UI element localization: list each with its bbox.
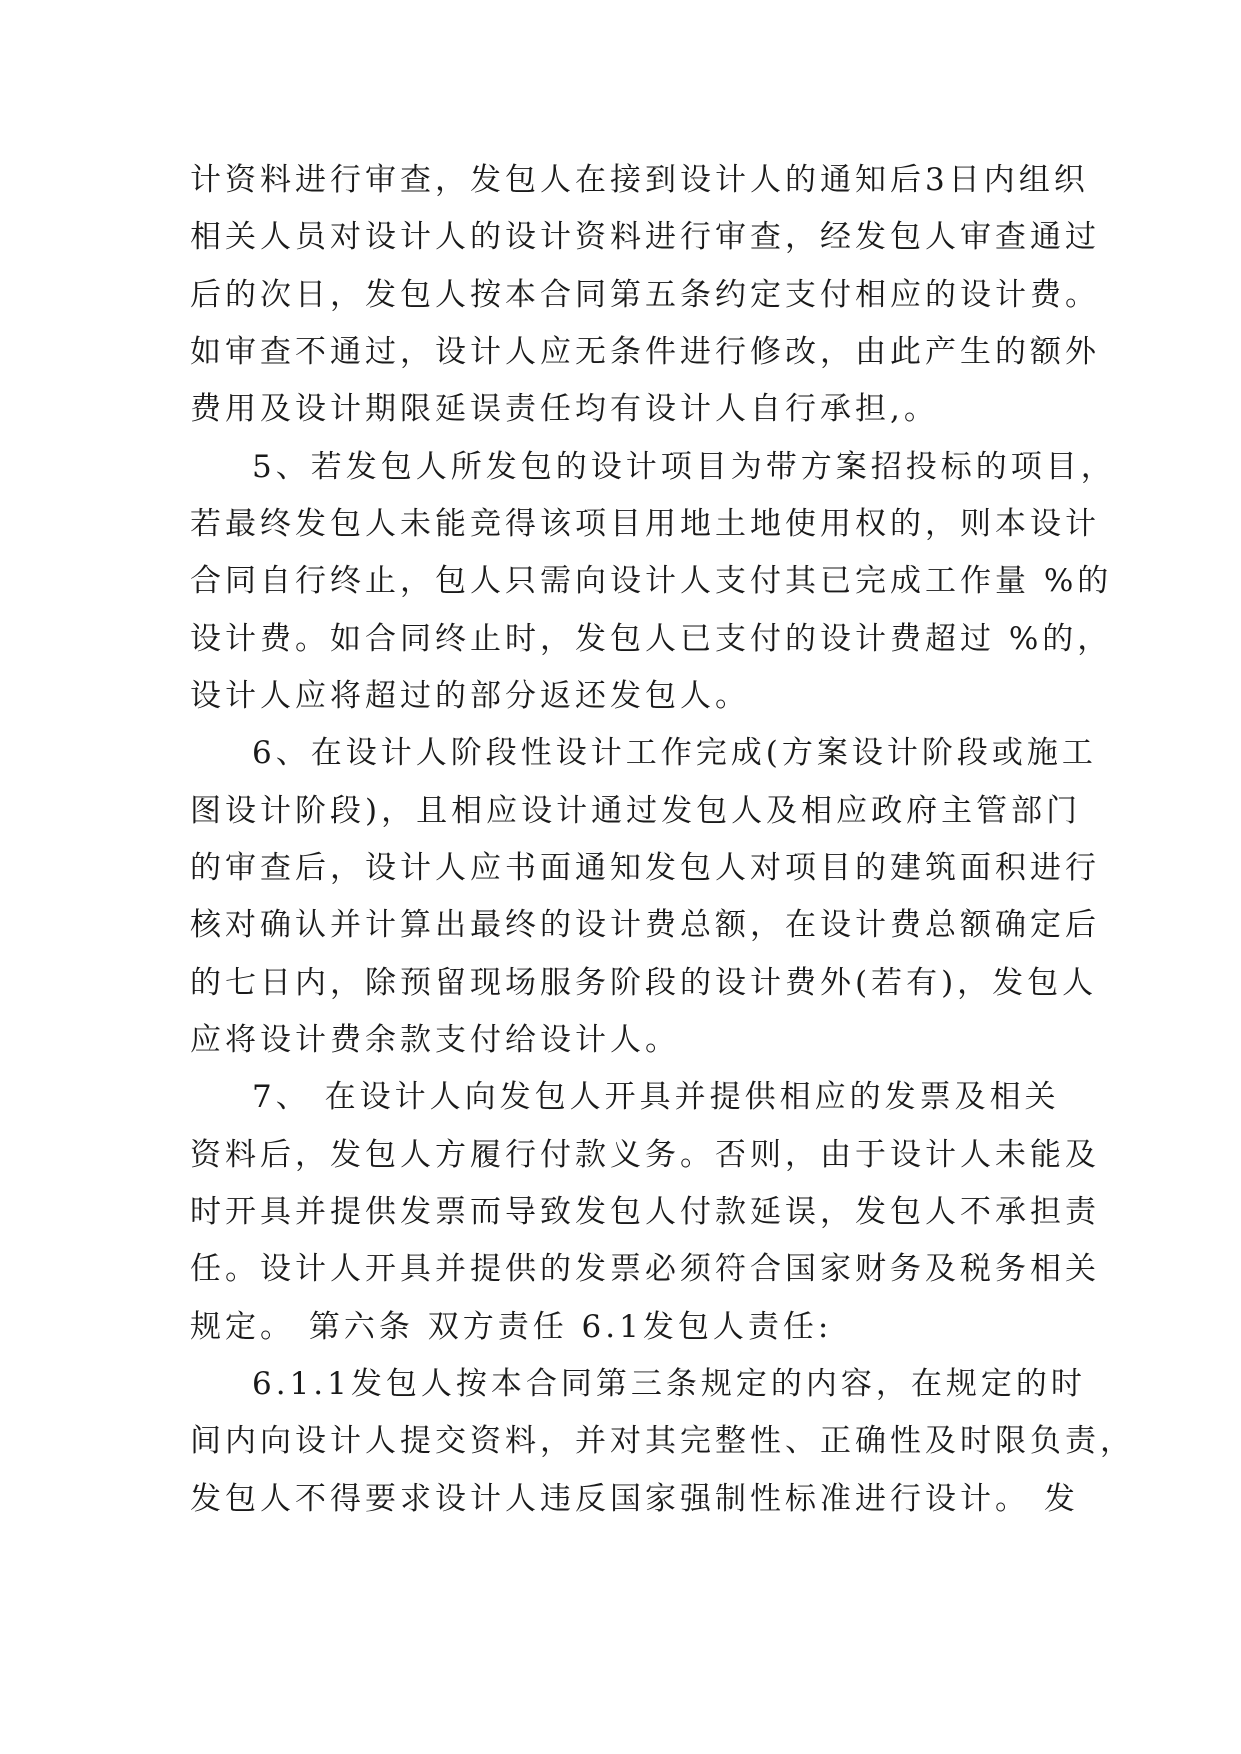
text-line: 设计人应将超过的部分返还发包人。	[190, 678, 750, 714]
text-line: 计资料进行审查，发包人在接到设计人的通知后3日内组织	[190, 162, 1089, 198]
text-line: 应将设计费余款支付给设计人。	[190, 1022, 680, 1058]
text-line: 的审查后，设计人应书面通知发包人对项目的建筑面积进行	[190, 850, 1100, 886]
text-line: 发包人不得要求设计人违反国家强制性标准进行设计。 发	[190, 1481, 1079, 1517]
clause-6-1-1-start: 6.1.1发包人按本合同第三条规定的内容，在规定的时	[252, 1366, 1086, 1402]
text-line: 图设计阶段)，且相应设计通过发包人及相应政府主管部门	[190, 793, 1082, 829]
text-line: 合同自行终止，包人只需向设计人支付其已完成工作量 %的	[190, 563, 1113, 599]
text-line: 资料后，发包人方履行付款义务。否则，由于设计人未能及	[190, 1137, 1100, 1173]
text-line: 规定。 第六条 双方责任 6.1发包人责任:	[190, 1309, 833, 1345]
text-line: 如审查不通过，设计人应无条件进行修改，由此产生的额外	[190, 334, 1100, 370]
text-line: 间内向设计人提交资料，并对其完整性、正确性及时限负责，	[190, 1423, 1135, 1459]
text-line: 后的次日，发包人按本合同第五条约定支付相应的设计费。	[190, 277, 1100, 313]
text-line: 相关人员对设计人的设计资料进行审查，经发包人审查通过	[190, 219, 1100, 255]
text-line: 的七日内，除预留现场服务阶段的设计费外(若有)，发包人	[190, 965, 1098, 1001]
paragraph-7-start: 7、 在设计人向发包人开具并提供相应的发票及相关	[252, 1079, 1060, 1115]
text-line: 任。设计人开具并提供的发票必须符合国家财务及税务相关	[190, 1251, 1100, 1287]
text-line: 若最终发包人未能竞得该项目用地土地使用权的，则本设计	[190, 506, 1100, 542]
paragraph-5-start: 5、若发包人所发包的设计项目为带方案招投标的项目，	[252, 449, 1116, 485]
paragraph-6-start: 6、在设计人阶段性设计工作完成(方案设计阶段或施工	[252, 735, 1097, 771]
text-line: 核对确认并计算出最终的设计费总额，在设计费总额确定后	[190, 907, 1100, 943]
text-line: 设计费。如合同终止时，发包人已支付的设计费超过 %的，	[190, 621, 1113, 657]
text-line: 时开具并提供发票而导致发包人付款延误，发包人不承担责	[190, 1194, 1100, 1230]
text-line: 费用及设计期限延误责任均有设计人自行承担,。	[190, 391, 939, 427]
